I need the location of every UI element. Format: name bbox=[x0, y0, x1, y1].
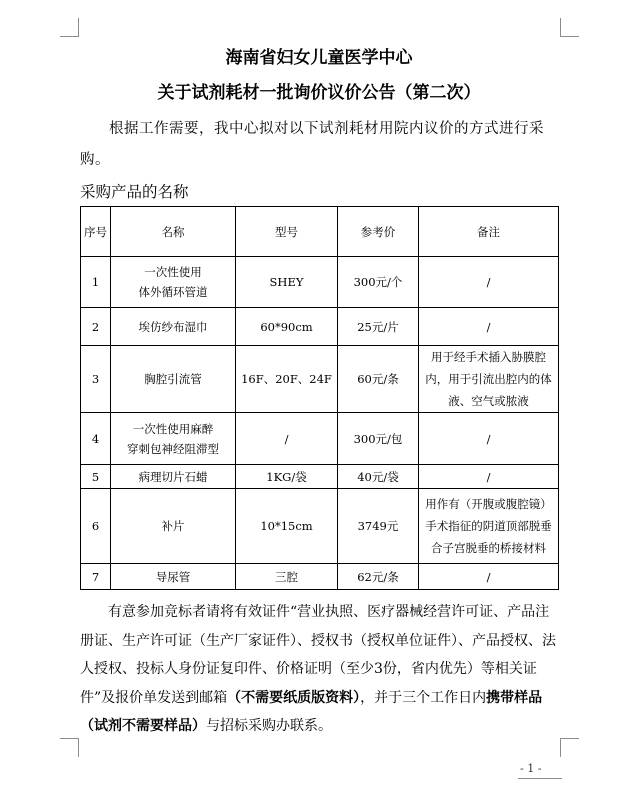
page-number-underline bbox=[518, 778, 562, 779]
cell-name: 埃仿纱布湿巾 bbox=[111, 308, 236, 346]
closing-paragraph bbox=[80, 598, 558, 741]
closing-text: 与招标采购办联系。 bbox=[206, 718, 332, 734]
table-row bbox=[81, 413, 559, 465]
cell-price: 60元/条 bbox=[338, 346, 419, 413]
cell-note: 用作有（开腹或腹腔镜）手术指征的阴道顶部脱垂合子宫脱垂的桥接材料 bbox=[419, 489, 559, 564]
cell-model: 16F、20F、24F bbox=[236, 346, 338, 413]
cell-no: 7 bbox=[81, 564, 111, 590]
cell-name: 补片 bbox=[111, 489, 236, 564]
cell-model: 10*15cm bbox=[236, 489, 338, 564]
table-row bbox=[81, 308, 559, 346]
cell-price: 40元/袋 bbox=[338, 465, 419, 489]
table-row bbox=[81, 489, 559, 564]
cell-model: / bbox=[236, 413, 338, 465]
cell-no: 5 bbox=[81, 465, 111, 489]
crop-mark-top-left bbox=[60, 18, 79, 37]
cell-note: 用于经手术插入胁膜腔内，用于引流出腔内的体液、空气或脓液 bbox=[419, 346, 559, 413]
cell-price: 3749元 bbox=[338, 489, 419, 564]
cell-no: 3 bbox=[81, 346, 111, 413]
cell-name bbox=[111, 413, 236, 465]
intro-paragraph: 根据工作需要，我中心拟对以下试剂耗材用院内议价的方式进行采购。 bbox=[80, 121, 544, 168]
page-number: - 1 - bbox=[520, 762, 542, 775]
cell-model: SHEY bbox=[236, 257, 338, 308]
cell-no: 2 bbox=[81, 308, 111, 346]
cell-name: 病理切片石蜡 bbox=[111, 465, 236, 489]
closing-text: 有意参加竞标者请将有效证件“营业执照、医疗器械经营许可证、产品注册证、生产许可证（生产厂家证件）、授权书（授权单位证件）、产品授权、法人授权、投标人身份证复印件、价格证明（至少3份，省内优先）等相关证件”及报价单发送到邮箱 bbox=[80, 604, 556, 706]
cell-price: 300元/包 bbox=[338, 413, 419, 465]
cell-name-line: 一次性使用麻醉 bbox=[132, 421, 214, 436]
document-title-line1: 海南省妇女儿童医学中心 bbox=[225, 48, 413, 68]
cell-note: / bbox=[419, 465, 559, 489]
cell-note: / bbox=[419, 564, 559, 590]
cell-name bbox=[111, 257, 236, 308]
cell-name-line: 一次性使用 bbox=[144, 265, 202, 279]
cell-model: 1KG/袋 bbox=[236, 465, 338, 489]
table-row bbox=[81, 564, 559, 590]
table-row bbox=[81, 257, 559, 308]
cell-no: 4 bbox=[81, 413, 111, 465]
header-model: 型号 bbox=[236, 207, 338, 257]
header-no: 序号 bbox=[81, 207, 111, 257]
cell-price: 25元/片 bbox=[338, 308, 419, 346]
closing-emphasis-no-paper: （不需要纸质版资料） bbox=[227, 689, 361, 706]
table-row bbox=[81, 465, 559, 489]
cell-no: 6 bbox=[81, 489, 111, 564]
cell-note: / bbox=[419, 413, 559, 465]
cell-name: 胸腔引流管 bbox=[111, 346, 236, 413]
table-header-row bbox=[81, 207, 559, 257]
cell-note: / bbox=[419, 308, 559, 346]
cell-note: / bbox=[419, 257, 559, 308]
closing-emphasis-samples: 携带样品（试剂不需要样品） bbox=[80, 689, 543, 734]
closing-text: ，并于三个工作日内 bbox=[360, 689, 487, 706]
header-price: 参考价 bbox=[338, 207, 419, 257]
crop-mark-bottom-right bbox=[560, 738, 579, 757]
document-title-line2: 关于试剂耗材一批询价议价公告（第二次） bbox=[157, 83, 481, 103]
procurement-table bbox=[80, 206, 559, 590]
header-name: 名称 bbox=[111, 207, 236, 257]
cell-no: 1 bbox=[81, 257, 111, 308]
cell-name-line: 体外循环管道 bbox=[138, 285, 208, 299]
cell-name-line: 穿刺包神经阻滞型 bbox=[127, 441, 219, 456]
section-title: 采购产品的名称 bbox=[80, 183, 189, 201]
table-row bbox=[81, 346, 559, 413]
header-note: 备注 bbox=[419, 207, 559, 257]
cell-price: 62元/条 bbox=[338, 564, 419, 590]
crop-mark-bottom-left bbox=[60, 738, 79, 757]
cell-model: 60*90cm bbox=[236, 308, 338, 346]
cell-price: 300元/个 bbox=[338, 257, 419, 308]
cell-name: 导尿管 bbox=[111, 564, 236, 590]
crop-mark-top-right bbox=[560, 18, 579, 37]
cell-model: 三腔 bbox=[236, 564, 338, 590]
